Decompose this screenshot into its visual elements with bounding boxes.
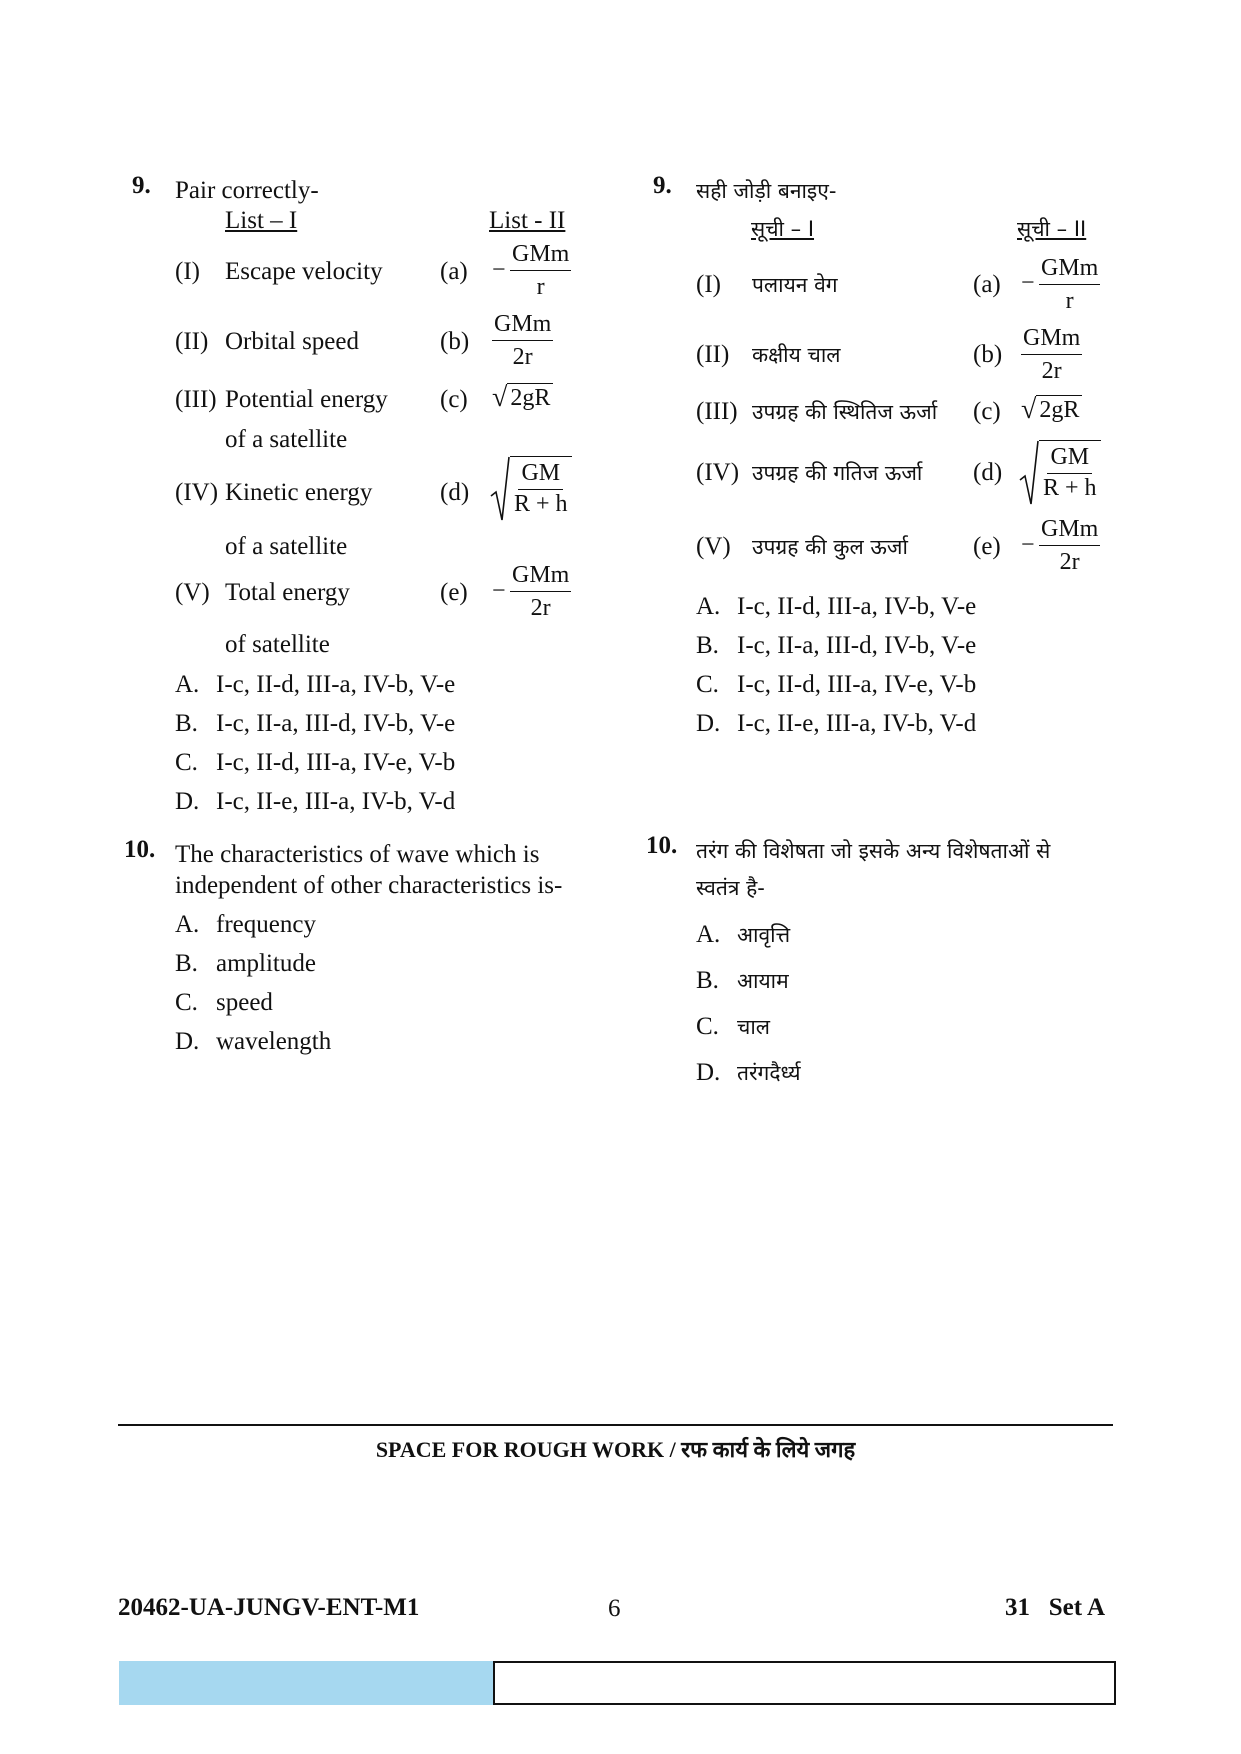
option-key: A. (696, 921, 721, 948)
q9-prompt-hi: सही जोड़ी बनाइए- (696, 179, 837, 203)
option-text-hi: आयाम (737, 969, 789, 993)
option-key: C. (175, 989, 198, 1016)
option-text: I-c, II-d, III-a, IV-b, V-e (737, 593, 977, 620)
formula-d-hi (1019, 440, 1101, 506)
row-letter: (e) (440, 579, 468, 606)
q10-number: 10. (124, 836, 156, 863)
minus-sign: − (492, 578, 506, 604)
row-roman: (V) (175, 579, 210, 606)
option-text: I-c, II-a, III-d, IV-b, V-e (216, 710, 456, 737)
row-label: Escape velocity (225, 258, 383, 285)
formula-numerator: GMm (492, 310, 553, 341)
formula-denominator: 2r (530, 595, 551, 621)
row-roman: (IV) (175, 479, 219, 506)
formula-a-hi (1039, 254, 1100, 315)
formula-numerator: GMm (1021, 324, 1082, 355)
option-key: C. (175, 749, 198, 776)
formula-numerator: GMm (510, 240, 571, 271)
q9-number-hi: 9. (653, 172, 672, 199)
sqrt-icon (490, 456, 510, 522)
option-text: amplitude (216, 950, 316, 977)
radicand: 2gR (1036, 395, 1082, 424)
q10-text-line1-hi: तरंग की विशेषता जो इसके अन्य विशेषताओं से (696, 839, 1051, 863)
option-text-hi: तरंगदैर्ध्य (737, 1061, 801, 1085)
row-letter: (b) (973, 341, 1003, 368)
row-letter: (d) (440, 479, 470, 506)
row-label-hi: उपग्रह की गतिज ऊर्जा (752, 461, 923, 485)
formula-denominator: 2r (512, 344, 533, 370)
row-roman: (III) (175, 386, 217, 413)
sqrt-icon (1019, 440, 1039, 506)
formula-a (510, 240, 571, 301)
q10-number-hi: 10. (646, 832, 678, 859)
row-roman: (I) (175, 258, 200, 285)
row-roman: (I) (696, 271, 721, 298)
list1-header: List – I (225, 207, 298, 234)
option-key: B. (175, 710, 198, 737)
formula-d (490, 456, 572, 522)
row-letter: (e) (973, 533, 1001, 560)
option-text: I-c, II-d, III-a, IV-e, V-b (216, 749, 456, 776)
q9-number: 9. (132, 172, 151, 199)
formula-e-hi (1039, 515, 1100, 576)
page-number: 6 (608, 1595, 621, 1622)
row-roman: (II) (696, 341, 730, 368)
formula-numerator: GM (518, 459, 563, 490)
radicand: 2gR (507, 383, 553, 412)
row-label: Kinetic energy (225, 479, 373, 506)
formula-denominator: 2r (1059, 549, 1080, 575)
row-label-hi: उपग्रह की कुल ऊर्जा (752, 535, 908, 559)
list1-header-hi: सूची – I (751, 217, 815, 241)
option-key: C. (696, 1013, 719, 1040)
formula-numerator: GMm (1039, 515, 1100, 546)
row-letter: (c) (440, 386, 468, 413)
row-label-cont: of a satellite (225, 533, 348, 560)
sqrt-icon: √ (492, 382, 508, 413)
row-label-hi: पलायन वेग (752, 273, 838, 297)
row-label: Total energy (225, 579, 350, 606)
row-label-cont: of a satellite (225, 426, 348, 453)
sqrt-icon: √ (1021, 394, 1037, 425)
option-key: A. (175, 671, 200, 698)
option-key: C. (696, 671, 719, 698)
formula-denominator: 2r (1041, 358, 1062, 384)
option-text: I-c, II-e, III-a, IV-b, V-d (737, 710, 977, 737)
paper-code: 20462-UA-JUNGV-ENT-M1 (118, 1594, 420, 1621)
option-text: frequency (216, 911, 316, 938)
option-text-hi: चाल (737, 1015, 771, 1039)
option-key: A. (175, 911, 200, 938)
option-key: D. (175, 788, 200, 815)
minus-sign: − (1021, 532, 1035, 558)
option-text: I-c, II-e, III-a, IV-b, V-d (216, 788, 456, 815)
minus-sign: − (492, 257, 506, 283)
blue-bar (119, 1661, 493, 1705)
formula-e (510, 561, 571, 622)
option-key: B. (696, 967, 719, 994)
row-label-hi: कक्षीय चाल (752, 343, 841, 367)
row-label: Potential energy (225, 386, 388, 413)
formula-denominator: r (1065, 288, 1074, 314)
row-roman: (V) (696, 533, 731, 560)
formula-numerator: GMm (510, 561, 571, 592)
formula-numerator: GM (1047, 443, 1092, 474)
q9-prompt: Pair correctly- (175, 177, 319, 204)
option-text: speed (216, 989, 273, 1016)
option-text-hi: आवृत्ति (737, 923, 791, 947)
formula-numerator: GMm (1039, 254, 1100, 285)
formula-c-hi (1021, 395, 1082, 425)
row-roman: (IV) (696, 459, 740, 486)
row-letter: (d) (973, 459, 1003, 486)
q10-text-line2-hi: स्वतंत्र है- (696, 876, 765, 900)
option-key: D. (175, 1028, 200, 1055)
formula-denominator: r (536, 274, 545, 300)
formula-b-hi (1021, 324, 1082, 385)
row-roman: (III) (696, 398, 738, 425)
option-text: I-c, II-d, III-a, IV-b, V-e (216, 671, 456, 698)
list2-header-hi: सूची – II (1017, 217, 1087, 241)
formula-b (492, 310, 553, 371)
option-key: D. (696, 1059, 721, 1086)
rough-work-text: SPACE FOR ROUGH WORK / रफ कार्य के लिये जगह (375, 1437, 856, 1462)
formula-denominator: R + h (514, 491, 568, 517)
row-letter: (a) (973, 271, 1001, 298)
row-letter: (c) (973, 398, 1001, 425)
option-key: B. (696, 632, 719, 659)
rough-work-divider (118, 1424, 1113, 1426)
row-label-hi: उपग्रह की स्थितिज ऊर्जा (752, 400, 938, 424)
rough-work-label (118, 1434, 1113, 1464)
row-letter: (a) (440, 258, 468, 285)
set-label: 31 Set A (1005, 1594, 1105, 1621)
list2-header: List - II (489, 207, 566, 234)
answer-box (493, 1661, 1116, 1705)
option-key: B. (175, 950, 198, 977)
option-text: I-c, II-d, III-a, IV-e, V-b (737, 671, 977, 698)
option-text: wavelength (216, 1028, 332, 1055)
minus-sign: − (1021, 270, 1035, 296)
row-letter: (b) (440, 328, 470, 355)
option-key: A. (696, 593, 721, 620)
option-key: D. (696, 710, 721, 737)
formula-c (492, 383, 553, 413)
row-roman: (II) (175, 328, 209, 355)
q10-text-line1: The characteristics of wave which is (175, 841, 540, 868)
option-text: I-c, II-a, III-d, IV-b, V-e (737, 632, 977, 659)
row-label-cont: of satellite (225, 631, 330, 658)
q10-text-line2: independent of other characteristics is- (175, 872, 563, 899)
row-label: Orbital speed (225, 328, 359, 355)
formula-denominator: R + h (1043, 475, 1097, 501)
